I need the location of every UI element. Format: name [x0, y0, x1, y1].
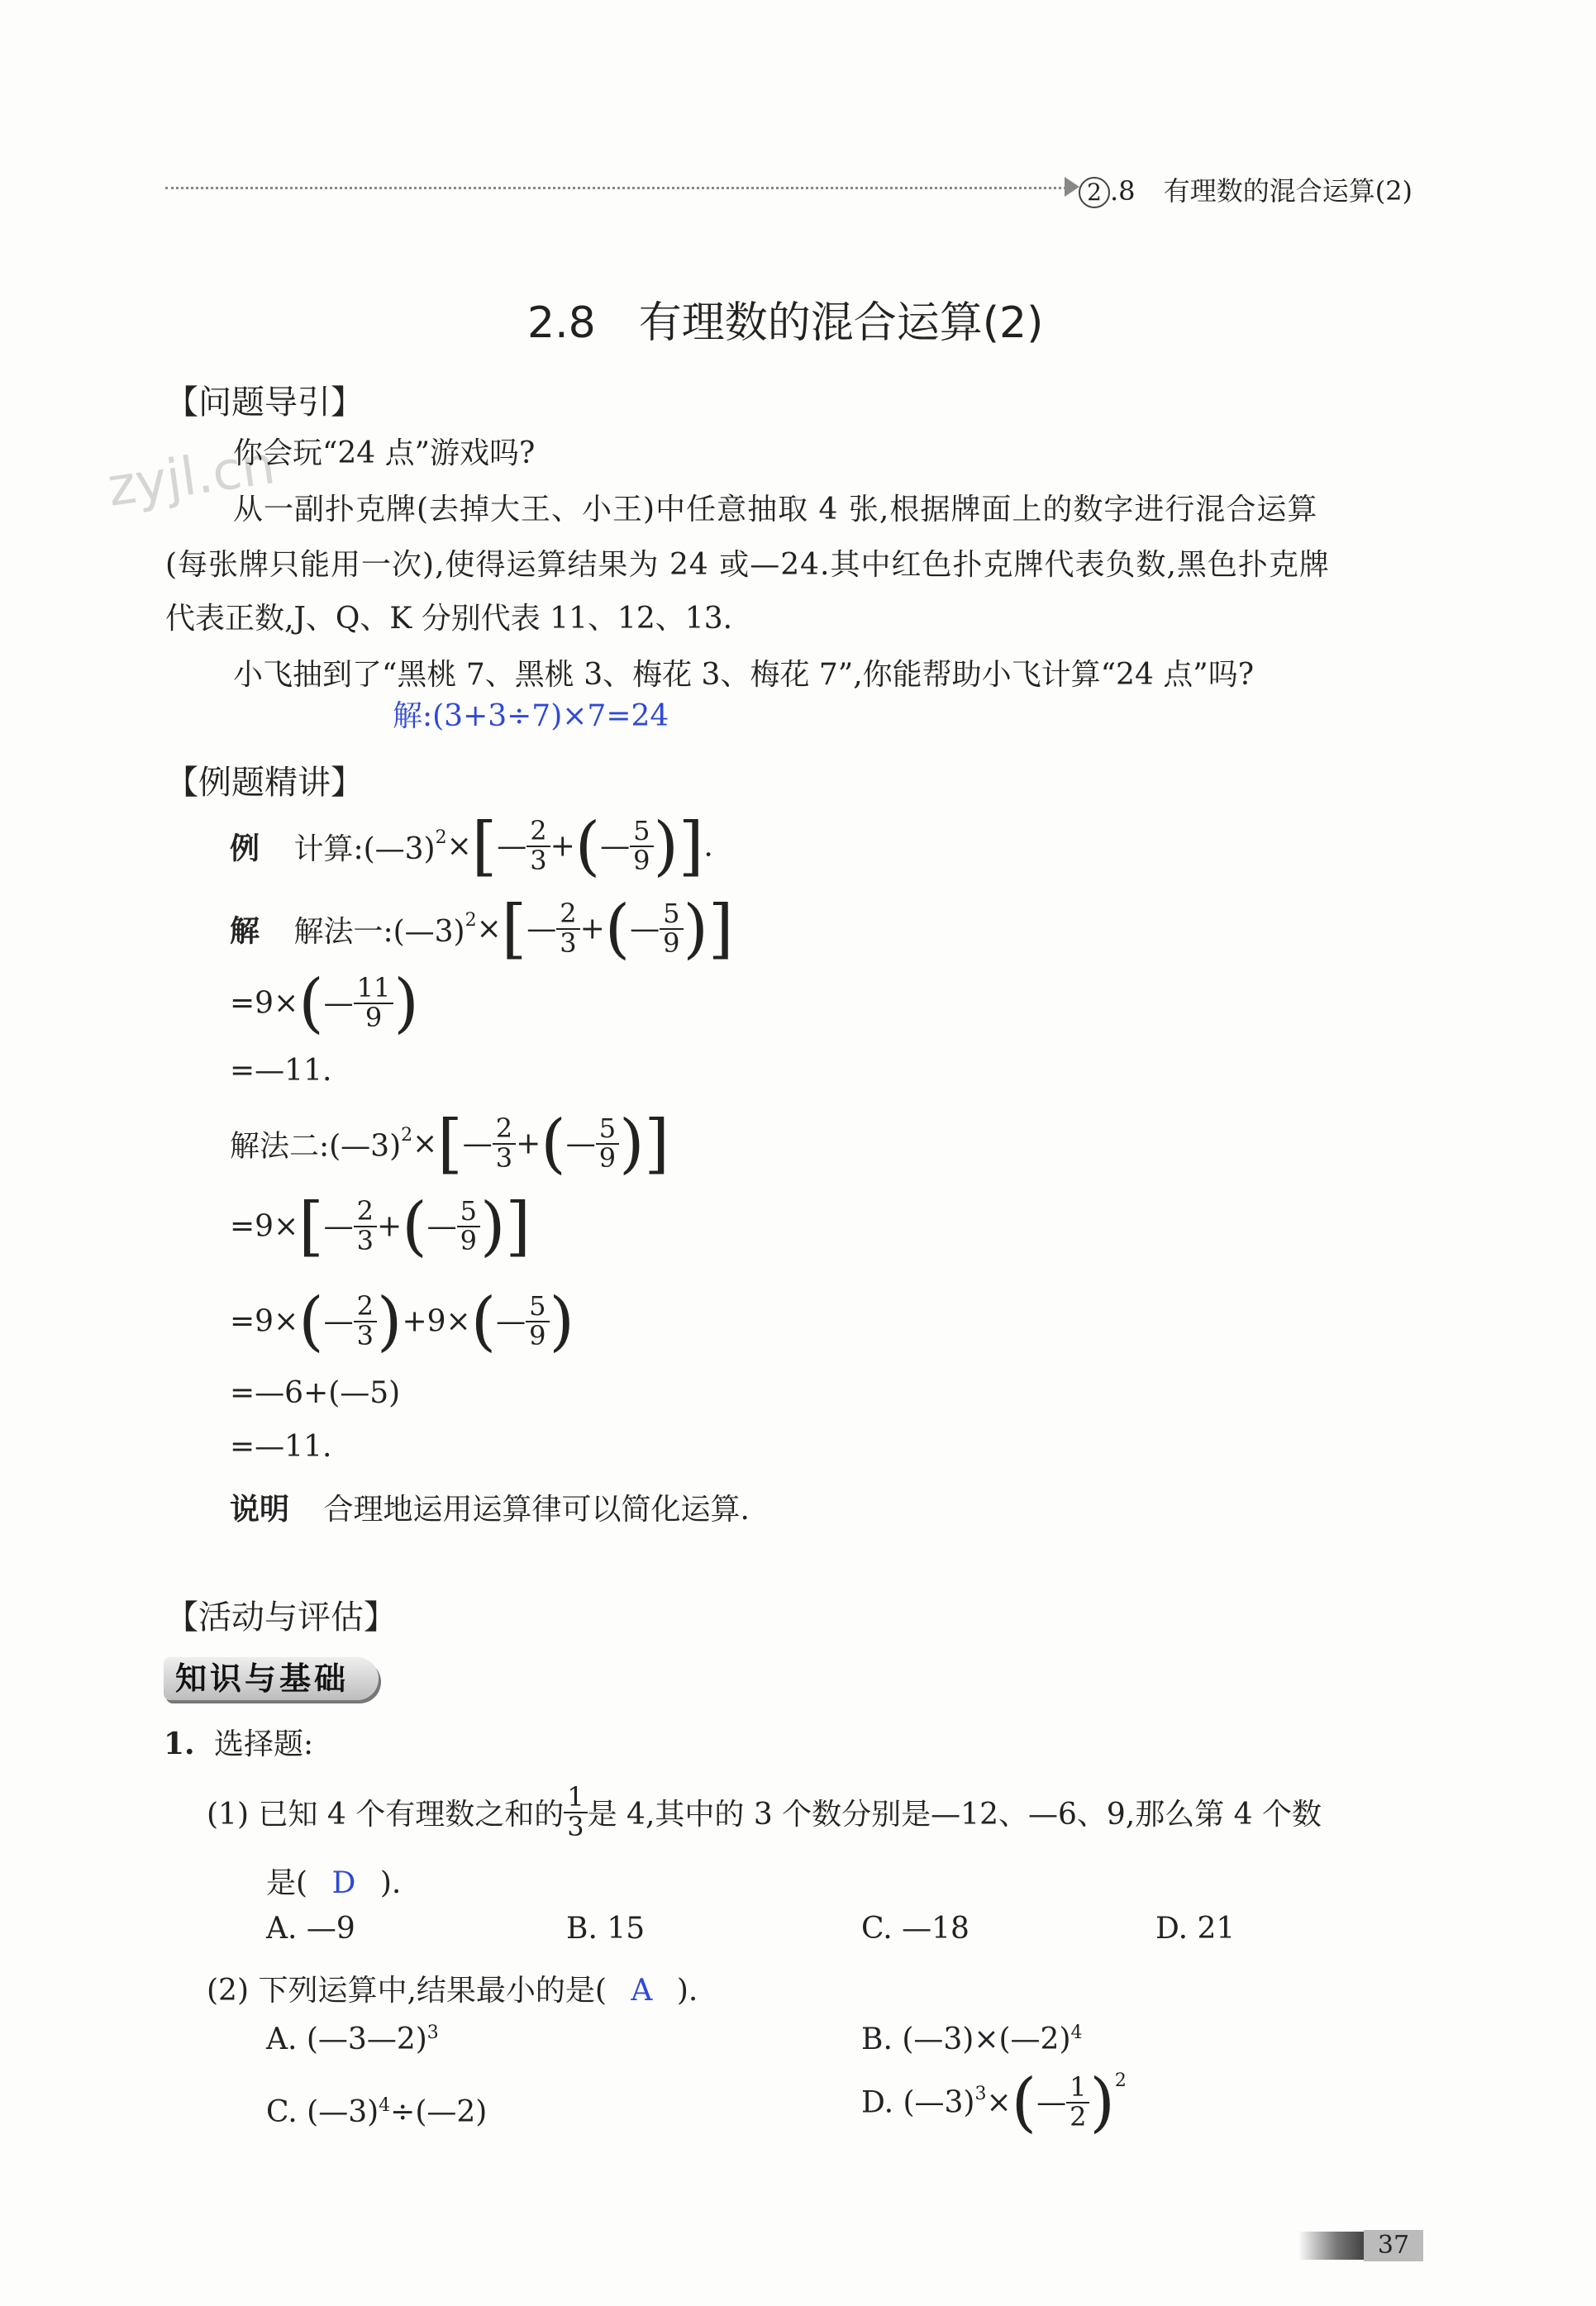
problem-guide-para-line3: 代表正数,J、Q、K 分别代表 11、12、13.	[165, 602, 733, 636]
solution-method1: 解 解法一:(—3)$^2$×[— $\frac{2}{3}$ +(— $\frac{5}{9}$ )]	[230, 892, 734, 966]
option-1-2-c: C. (—3)$^4$÷(—2)	[266, 2095, 488, 2129]
question-1-2: (2) 下列运算中,结果最小的是( A ).	[207, 1974, 698, 2008]
option-1-2-b: B. (—3)×(—2)$^4$	[861, 2023, 1083, 2056]
problem-guide-heading: 【问题导引】	[165, 384, 364, 422]
watermark: zyjl.cn	[103, 435, 279, 519]
page-number-bar	[1298, 2232, 1364, 2260]
problem-guide-para-line1: 从一副扑克牌(去掉大王、小王)中任意抽取 4 张,根据牌面上的数字进行混合运算	[233, 493, 1318, 526]
option-1-2-a: A. (—3—2)$^3$	[266, 2023, 439, 2056]
solution-method2-step1: =9×[— $\frac{2}{3}$ +(— $\frac{5}{9}$ )]	[230, 1189, 531, 1264]
option-1-2-d: D. (—3)$^3$×(— $\frac{1}{2}$ )$^2$	[861, 2065, 1127, 2140]
solution-method2-step3: =—6+(—5)	[230, 1376, 401, 1410]
example-heading: 【例题精讲】	[165, 764, 364, 802]
page-number: 37	[1364, 2230, 1423, 2261]
section-number-rest: .8	[1110, 175, 1136, 207]
page-title: 2.8 有理数的混合运算(2)	[527, 298, 1044, 348]
answer-1-2: A	[631, 1974, 653, 2008]
answer-1-1: D	[331, 1866, 356, 1900]
option-1-1-c: C. —18	[861, 1912, 970, 1946]
question-1-1: (1) 已知 4 个有理数之和的 $\frac{1}{3}$ 是 4,其中的 3 个数分别是—12、—6、9,那么第 4 个数	[207, 1781, 1322, 1842]
example-note: 说明 合理地运用运算律可以简化运算.	[230, 1492, 750, 1527]
header-dotted-line	[165, 187, 1066, 189]
option-1-1-a: A. —9	[266, 1912, 355, 1946]
section-number-circle: 2	[1079, 177, 1110, 208]
knowledge-basics-badge: 知识与基础	[164, 1657, 379, 1700]
solution-result-1: =—11.	[230, 1054, 332, 1088]
problem-guide-answer: 解:(3+3÷7)×7=24	[393, 699, 669, 733]
option-1-1-b: B. 15	[566, 1912, 646, 1946]
header-title: 有理数的混合运算(2)	[1163, 175, 1413, 207]
arrow-right-icon	[1065, 177, 1079, 197]
solution-method2: 解法二:(—3)$^2$×[— $\frac{2}{3}$ +(— $\frac{5}{9}$ )]	[230, 1107, 669, 1181]
running-header	[1079, 170, 1413, 208]
example-problem: 例 计算:(—3)$^2$×[— $\frac{2}{3}$ +(— $\frac{5}{9}$ )].	[230, 809, 713, 884]
question-1-1-line2: 是( D ).	[266, 1866, 402, 1900]
question-1-title: 1. 选择题:	[164, 1727, 314, 1761]
solution-method2-step2: =9×(— $\frac{2}{3}$ )+9×(— $\frac{5}{9}$ )	[230, 1284, 574, 1359]
problem-guide-line1: 你会玩“24 点”游戏吗?	[233, 436, 536, 470]
activity-heading: 【活动与评估】	[165, 1598, 397, 1637]
problem-guide-para-line2: (每张牌只能用一次),使得运算结果为 24 或—24.其中红色扑克牌代表负数,黑色扑克牌	[165, 548, 1330, 582]
option-1-1-d: D. 21	[1155, 1912, 1236, 1946]
problem-guide-question: 小飞抽到了“黑桃 7、黑桃 3、梅花 3、梅花 7”,你能帮助小飞计算“24 点”吗?	[233, 658, 1255, 692]
solution-step-9x: =9×(— $\frac{11}{9}$ )	[230, 966, 419, 1041]
solution-result-2: =—11.	[230, 1430, 332, 1464]
